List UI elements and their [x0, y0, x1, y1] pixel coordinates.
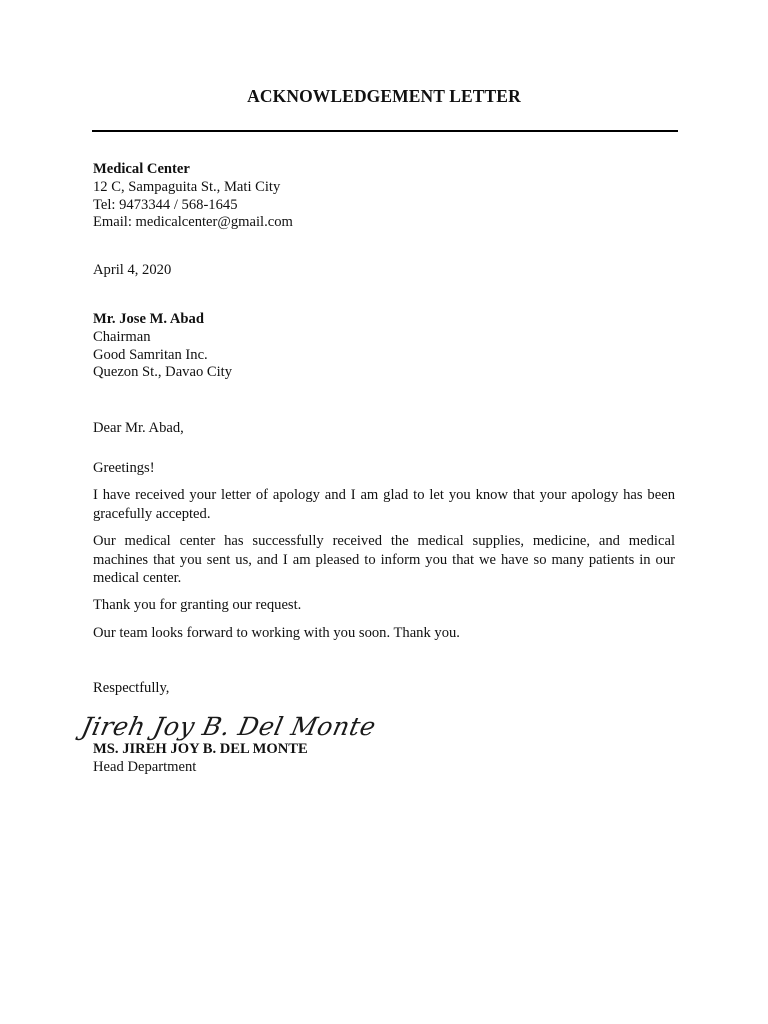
body-paragraph-1: I have received your letter of apology and I am glad to let you know that your apology has been gracefully accepted. — [93, 487, 675, 522]
letter-date — [93, 262, 675, 280]
body-paragraph-2: Our medical center has successfully received the medical supplies, medicine, and medical machines that you sent us, and I am pleased to inform you that we have so many patients in our medical center. — [93, 533, 675, 587]
signer-name: MS. JIREH JOY B. DEL MONTE — [93, 741, 308, 757]
signer-block — [93, 741, 675, 777]
sender-name: Medical Center — [93, 161, 190, 177]
salutation-text: Dear Mr. Abad, — [93, 420, 184, 436]
salutation — [93, 420, 675, 438]
date-text: April 4, 2020 — [93, 262, 172, 278]
recipient-name: Mr. Jose M. Abad — [93, 311, 204, 327]
handwritten-signature: Jireh Joy B. Del Monte — [78, 712, 379, 741]
recipient-address: Quezon St., Davao City — [93, 364, 233, 381]
letter-body — [93, 459, 675, 651]
body-paragraph-3: Thank you for granting our request. — [93, 597, 302, 614]
sender-block — [93, 161, 675, 232]
recipient-title: Chairman — [93, 328, 151, 345]
title-divider — [92, 130, 678, 132]
closing — [93, 680, 675, 698]
closing-text: Respectfully, — [93, 680, 170, 696]
body-greeting: Greetings! — [93, 460, 155, 476]
recipient-block — [93, 311, 675, 382]
body-paragraph-4: Our team looks forward to working with you soon. Thank you. — [93, 624, 460, 641]
sender-address: 12 C, Sampaguita St., Mati City — [93, 178, 281, 195]
recipient-company: Good Samritan Inc. — [93, 346, 208, 363]
sender-email: Email: medicalcenter@gmail.com — [93, 214, 293, 231]
signer-position: Head Department — [93, 758, 197, 775]
letter-title: ACKNOWLEDGEMENT LETTER — [247, 86, 521, 106]
sender-tel: Tel: 9473344 / 568-1645 — [93, 196, 238, 213]
